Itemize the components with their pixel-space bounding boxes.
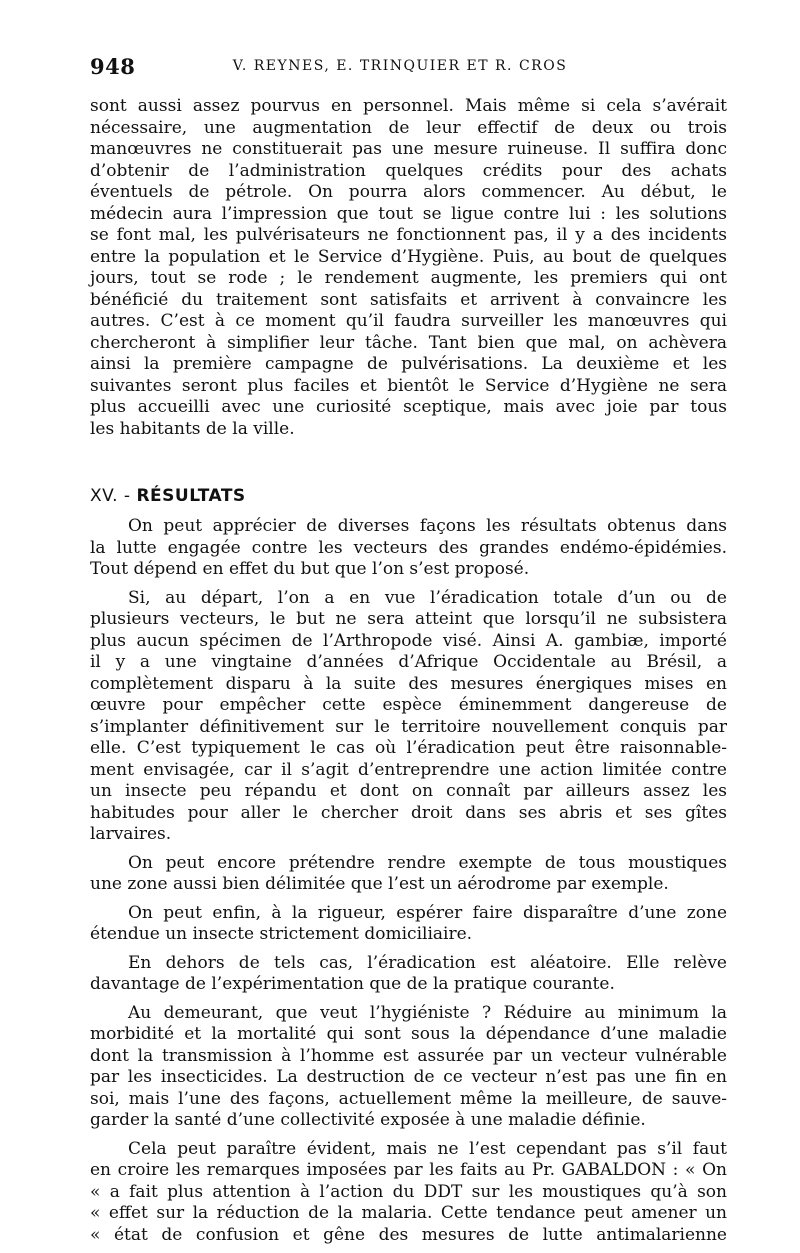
text-line: Cela peut paraître évident, mais ne l’est cependant pas s’il faut (128, 1138, 727, 1159)
text-line: dont la transmission à l’homme est assurée par un vecteur vulnérable (90, 1045, 727, 1066)
text-line: garder la santé d’une collectivité exposée à une maladie définie. (90, 1110, 646, 1130)
section-number: XV. - (90, 486, 131, 506)
text-line: On peut encore prétendre rendre exempte de tous moustiques (128, 852, 727, 873)
text-line: davantage de l’expérimentation que de la pratique courante. (90, 974, 615, 994)
text-line: Tout dépend en effet du but que l’on s’est proposé. (90, 559, 530, 579)
paragraph (90, 853, 727, 896)
intro-paragraph (90, 96, 727, 440)
text-line: habitudes pour aller le chercher droit dans ses abris et ses gîtes (90, 802, 727, 823)
text-line: chercheront à simplifier leur tâche. Tant bien que mal, on achèvera (90, 332, 727, 353)
text-line: manœuvres ne constituerait pas une mesure ruineuse. Il suffira donc (90, 139, 727, 159)
paragraph (90, 903, 727, 946)
text-line: en croire les remarques imposées par les faits au Pr. GABALDON : « On (90, 1160, 727, 1180)
section-heading (90, 476, 727, 516)
page-body (90, 96, 727, 1246)
text-line: nécessaire, une augmentation de leur effectif de deux ou trois (90, 117, 727, 138)
text-line: œuvre pour empêcher cette espèce éminemment dangereuse de (90, 695, 727, 715)
text-line: plus accueilli avec une curiosité sceptique, mais avec joie par tous (90, 397, 727, 417)
paragraph (90, 1139, 727, 1247)
text-line: se font mal, les pulvérisateurs ne fonctionnent pas, il y a des incidents (90, 225, 727, 245)
text-line: ainsi la première campagne de pulvérisations. La deuxième et les (90, 354, 727, 374)
text-line: elle. C’est typiquement le cas où l’éradication peut être raisonnable- (90, 738, 727, 758)
section-title: RÉSULTATS (136, 486, 246, 506)
section-body (90, 516, 727, 1246)
running-head: V. REYNES, E. TRINQUIER ET R. CROS (232, 58, 568, 74)
text-line: En dehors de tels cas, l’éradication est aléatoire. Elle relève (128, 952, 727, 973)
text-line: complètement disparu à la suite des mesures énergiques mises en (90, 673, 727, 694)
text-line: soi, mais l’une des façons, actuellement même la meilleure, de sauve- (90, 1088, 727, 1109)
text-line: sont aussi assez pourvus en personnel. Mais même si cela s’avérait (90, 96, 727, 116)
text-line: entre la population et le Service d’Hygiène. Puis, au bout de quelques (90, 246, 727, 267)
text-line: morbidité et la mortalité qui sont sous la dépendance d’une maladie (90, 1024, 727, 1044)
text-line: éventuels de pétrole. On pourra alors commencer. Au début, le (90, 182, 727, 202)
text-line: étendue un insecte strictement domiciliaire. (90, 924, 473, 944)
text-line: plusieurs vecteurs, le but ne sera atteint que lorsqu’il ne subsistera (90, 609, 727, 629)
text-line: « a fait plus attention à l’action du DDT sur les moustiques qu’à son (90, 1181, 727, 1202)
text-line: la lutte engagée contre les vecteurs des grandes endémo-épidémies. (90, 537, 727, 558)
text-line: les habitants de la ville. (90, 418, 295, 439)
text-line: il y a une vingtaine d’années d’Afrique Occidentale au Brésil, a (90, 652, 727, 672)
text-line: médecin aura l’impression que tout se ligue contre lui : les solutions (90, 203, 727, 224)
text-line: s’implanter définitivement sur le territoire nouvellement conquis par (90, 716, 727, 737)
text-line: d’obtenir de l’administration quelques crédits pour des achats (90, 160, 727, 181)
page-number: 948 (90, 54, 136, 79)
text-line: Si, au départ, l’on a en vue l’éradication totale d’un ou de (128, 587, 727, 608)
text-line: On peut apprécier de diverses façons les résultats obtenus dans (128, 516, 727, 536)
paragraph (90, 516, 727, 581)
text-line: autres. C’est à ce moment qu’il faudra surveiller les manœuvres qui (90, 311, 727, 331)
text-line: ment envisagée, car il s’agit d’entreprendre une action limitée contre (90, 759, 727, 780)
text-line: « effet sur la réduction de la malaria. Cette tendance peut amener un (90, 1203, 727, 1223)
text-line: Au demeurant, que veut l’hygiéniste ? Réduire au minimum la (128, 1002, 727, 1023)
text-line: « état de confusion et gêne des mesures de lutte antimalarienne (90, 1224, 727, 1245)
text-line: jours, tout se rode ; le rendement augmente, les premiers qui ont (90, 268, 727, 288)
text-line: larvaires. (90, 824, 172, 844)
text-line: une zone aussi bien délimitée que l’est un aérodrome par exemple. (90, 874, 669, 894)
text-line: On peut enfin, à la rigueur, espérer faire disparaître d’une zone (128, 902, 727, 923)
paragraph (90, 953, 727, 996)
paragraph (90, 1003, 727, 1132)
text-line: bénéficié du traitement sont satisfaits et arrivent à convaincre les (90, 289, 727, 310)
text-line: suivantes seront plus faciles et bientôt le Service d’Hygiène ne sera (90, 375, 727, 396)
text-line: un insecte peu répandu et dont on connaît par ailleurs assez les (90, 781, 727, 801)
text-line: plus aucun spécimen de l’Arthropode visé. Ainsi A. gambiæ, importé (90, 630, 727, 651)
paragraph (90, 588, 727, 846)
text-line: par les insecticides. La destruction de ce vecteur n’est pas une fin en (90, 1067, 727, 1087)
